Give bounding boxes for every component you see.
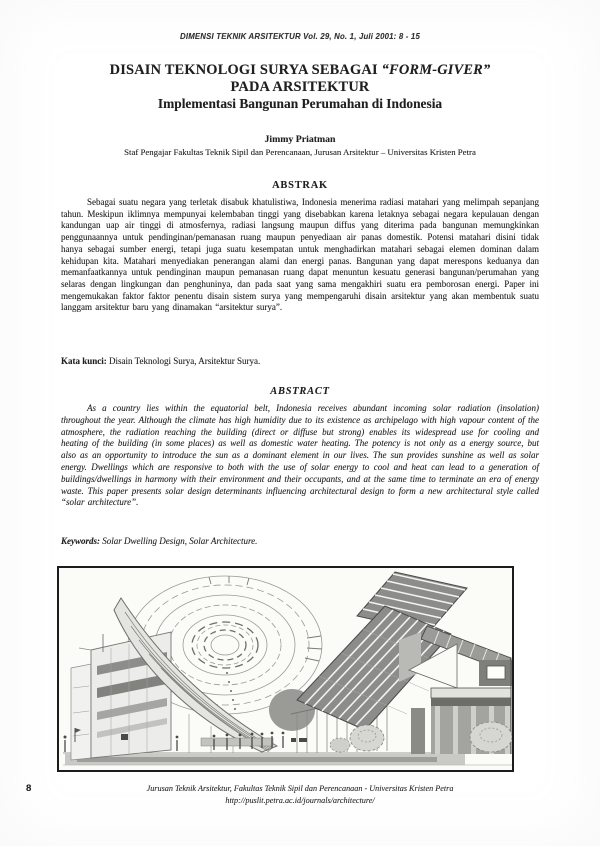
ground: [63, 753, 512, 765]
journal-header: DIMENSI TEKNIK ARSITEKTUR Vol. 29, No. 1, Juli 2001: 8 - 15: [180, 32, 420, 41]
page-number: 8: [26, 783, 32, 794]
title-line1-prefix: DISAIN TEKNOLOGI SURYA SEBAGAI: [109, 62, 382, 78]
figure-solar-architecture-sketch: [57, 566, 514, 772]
title-line1-emphasis: “FORM-GIVER”: [381, 62, 491, 78]
kata-kunci-line: [61, 356, 539, 366]
keywords-label: Keywords:: [61, 536, 100, 546]
abstract-body: As a country lies within the equatorial belt, Indonesia receives abundant incoming solar radiation (insolation) throughout the year. Although the climate has high humidity due to its existence as archipelago with high vapour content of the atmosphere, the radiation reaching the building (direct or diffuse but strong) enables its widespread use for cooling and heating of the building (in some places) as well as domestic water heating. The potency is not only as a energy source, but also as an opportunity to introduce the sun as a dominant element in our lives. The sun provides sunshine as well as solar energy. Dwellings which are responsive to both with the use of solar energy to cool and heat can lead to a generation of buildings/dwellings in harmony with their environment and their occupants, and at the same time to terminate an era of energy waste. This paper presents solar design determinants influencing architectural design to form a new architectural style called “solar architecture”.: [61, 403, 539, 508]
solar-architecture-sketch: [59, 568, 512, 770]
author-name: Jimmy Priatman: [264, 134, 336, 145]
abstrak-heading: ABSTRAK: [272, 180, 328, 191]
paper-title: [0, 62, 600, 112]
keywords-line: [61, 536, 539, 546]
kata-kunci-text: Disain Teknologi Surya, Arsitektur Surya.: [106, 356, 261, 366]
title-line-3: Implementasi Bangunan Perumahan di Indonesia: [157, 96, 443, 111]
keywords-text: Solar Dwelling Design, Solar Architecture.: [100, 536, 258, 546]
footer-institution: Jurusan Teknik Arsitektur, Fakultas Teknik Sipil dan Perencanaan - Universitas Kristen Petra: [146, 784, 454, 793]
footer-url: http://puslit.petra.ac.id/journals/architecture/: [225, 795, 375, 805]
author-affiliation: Staf Pengajar Fakultas Teknik Sipil dan Perencanaan, Jurusan Arsitektur – Universitas Kristen Petra: [124, 147, 476, 157]
abstract-heading: ABSTRACT: [270, 386, 330, 397]
title-line-1: [0, 62, 600, 79]
title-line-2: PADA ARSITEKTUR: [230, 79, 370, 95]
kata-kunci-label: Kata kunci:: [61, 356, 107, 366]
abstrak-body: Sebagai suatu negara yang terletak disabuk khatulistiwa, Indonesia menerima radiasi matahari yang melimpah sepanjang tahun. Meskipun iklimnya mempunyai kelembaban tinggi yang disebabkan karena letaknya sebagai negara kepulauan dengan kandungan uap air tinggi di atmosfernya, radiasi langsung maupun diffus yang diterima pada bangunan memungkinkan penggunaannya untuk pendinginan/pemanasan ruang maupun penyediaan air panas domestik. Potensi matahari disini tidak hanya sebagai sumber energi, tetapi juga suatu kesempatan untuk menghadirkan matahari sebagai elemen dominan dalam kehidupan kita. Matahari menyediakan penerangan alami dan energi panas. Bangunan yang dapat merespons keduanya dan memanfaatkannya untuk pendinginan maupun pemanasan ruang dapat menuntun kesuatu generasi bangunan/perumahan yang selaras dengan lingkungan dan penghuninya, dan pada saat yang sama mengakhiri suatu era pemborosan energi. Paper ini mengemukakan faktor faktor penentu disain sistem surya yang mempengaruhi disain arsitektur yang akan membentuk suatu langgam arsitektur baru yang dinamakan “arsitektur surya”.: [61, 197, 539, 313]
footer: [0, 783, 600, 806]
